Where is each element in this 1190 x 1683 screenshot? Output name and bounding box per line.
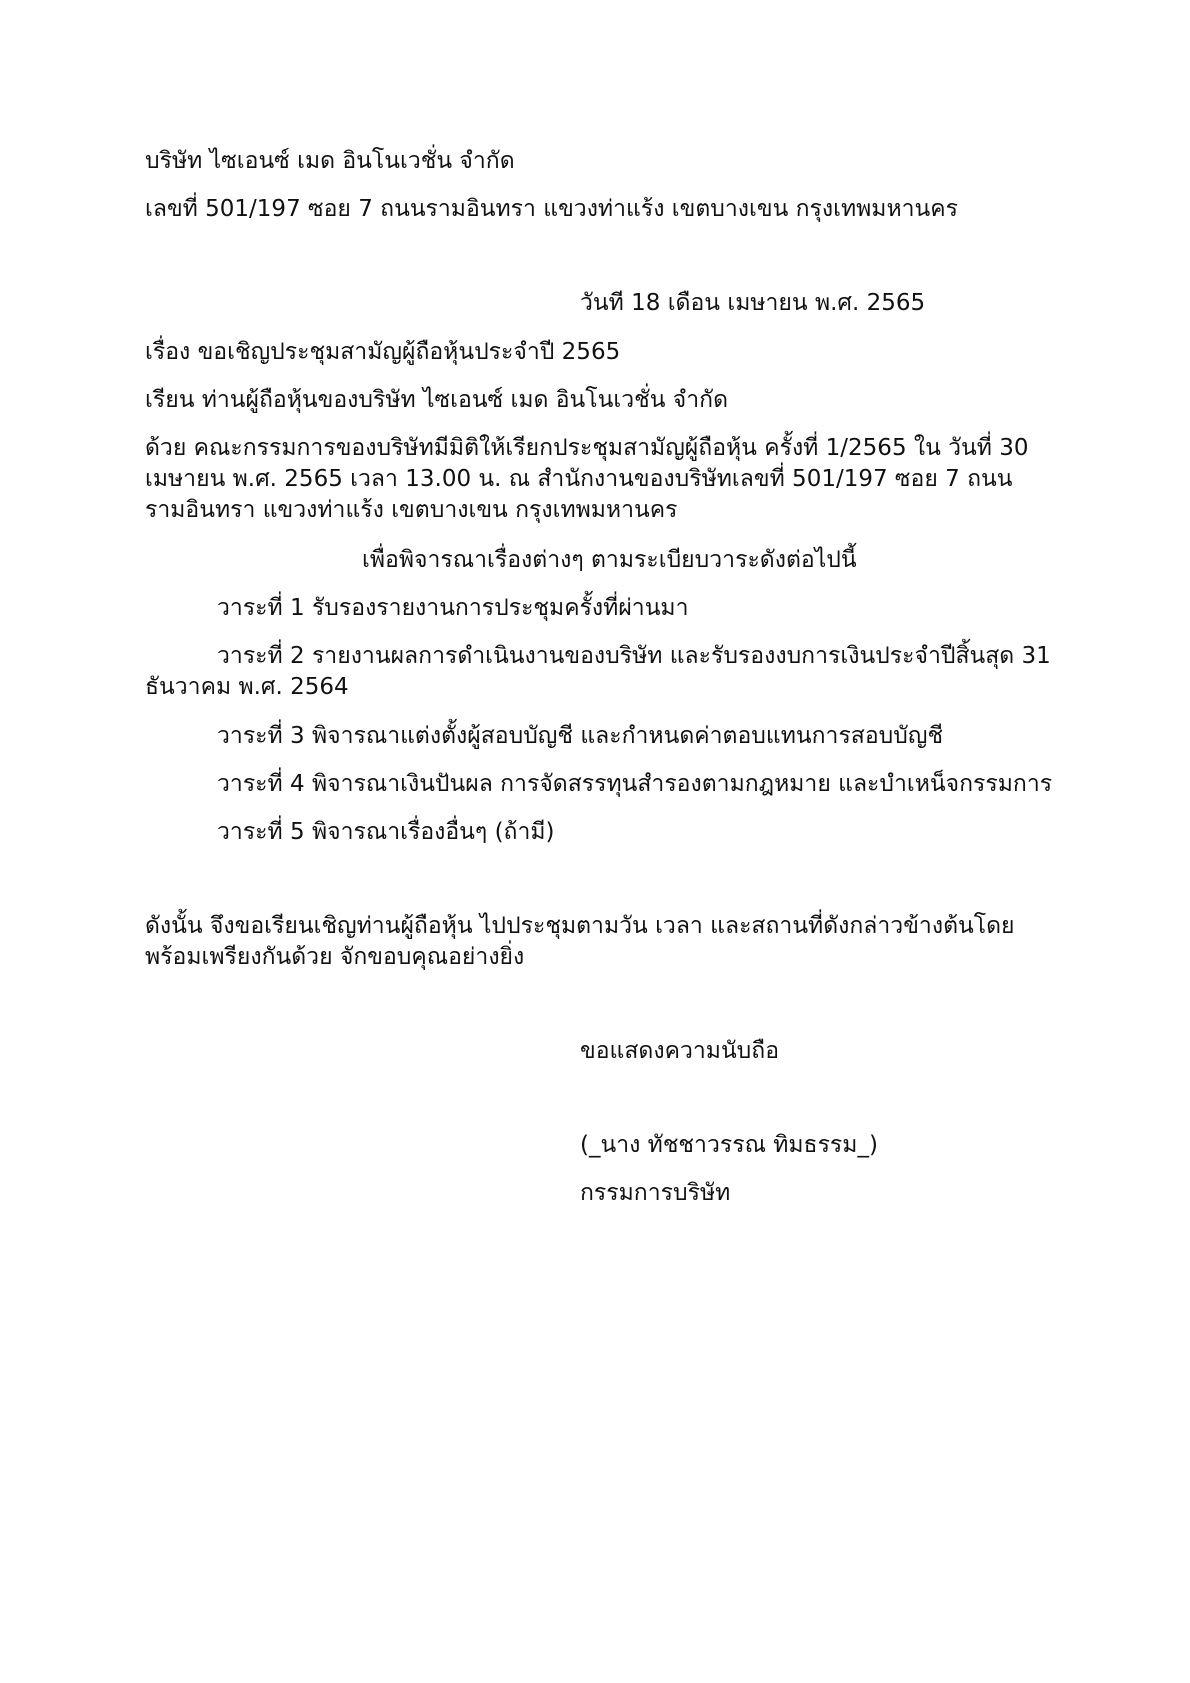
closing-line: ดังนั้น จึงขอเรียนเชิญท่านผู้ถือหุ้น ไปประชุมตามวัน เวลา และสถานที่ดังกล่าวข้างต้นโดย [145, 913, 1015, 939]
company-name: บริษัท ไซเอนซ์ เมด อินโนเวชั่น จำกัด [145, 148, 515, 174]
company-address: เลขที่ 501/197 ซอย 7 ถนนรามอินทรา แขวงท่าแร้ง เขตบางเขน กรุงเทพมหานคร [145, 196, 959, 222]
body-line: รามอินทรา แขวงท่าแร้ง เขตบางเขน กรุงเทพมหานคร [145, 497, 678, 523]
agenda-item-4: วาระที่ 4 พิจารณาเงินปันผล การจัดสรรทุนสำรองตามกฎหมาย และบำเหน็จกรรมการ [217, 771, 1053, 797]
body-line: ด้วย คณะกรรมการของบริษัทมีมิติให้เรียกประชุมสามัญผู้ถือหุ้น ครั้งที่ 1/2565 ใน วันที่ 30 [145, 435, 1029, 461]
signatory-name: (_นาง ทัชชาวรรณ ทิมธรรม_) [580, 1132, 878, 1158]
agenda-intro: เพื่อพิจารณาเรื่องต่างๆ ตามระเบียบวาระดังต่อไปนี้ [362, 547, 857, 573]
closing-line: พร้อมเพรียงกันด้วย จักขอบคุณอย่างยิ่ง [145, 944, 525, 970]
letter-date: วันที 18 เดือน เมษายน พ.ศ. 2565 [580, 290, 926, 316]
agenda-item-3: วาระที่ 3 พิจารณาแต่งตั้งผู้สอบบัญชี และกำหนดค่าตอบแทนการสอบบัญชี [217, 723, 944, 749]
regards: ขอแสดงความนับถือ [580, 1038, 780, 1064]
agenda-item-2-continued: ธันวาคม พ.ศ. 2564 [145, 674, 349, 700]
agenda-item-2: วาระที่ 2 รายงานผลการดำเนินงานของบริษัท และรับรองงบการเงินประจำปีสิ้นสุด 31 [217, 643, 1051, 669]
signatory-title: กรรมการบริษัท [580, 1180, 731, 1206]
body-line: เมษายน พ.ศ. 2565 เวลา 13.00 น. ณ สำนักงานของบริษัทเลขที่ 501/197 ซอย 7 ถนน [145, 466, 1013, 492]
agenda-item-5: วาระที่ 5 พิจารณาเรื่องอื่นๆ (ถ้ามี) [217, 819, 555, 845]
letter-recipient: เรียน ท่านผู้ถือหุ้นของบริษัท ไซเอนซ์ เมด อินโนเวชั่น จำกัด [145, 387, 729, 413]
letter-subject: เรื่อง ขอเชิญประชุมสามัญผู้ถือหุ้นประจำปี 2565 [145, 339, 621, 365]
agenda-item-1: วาระที่ 1 รับรองรายงานการประชุมครั้งที่ผ่านมา [217, 595, 689, 621]
